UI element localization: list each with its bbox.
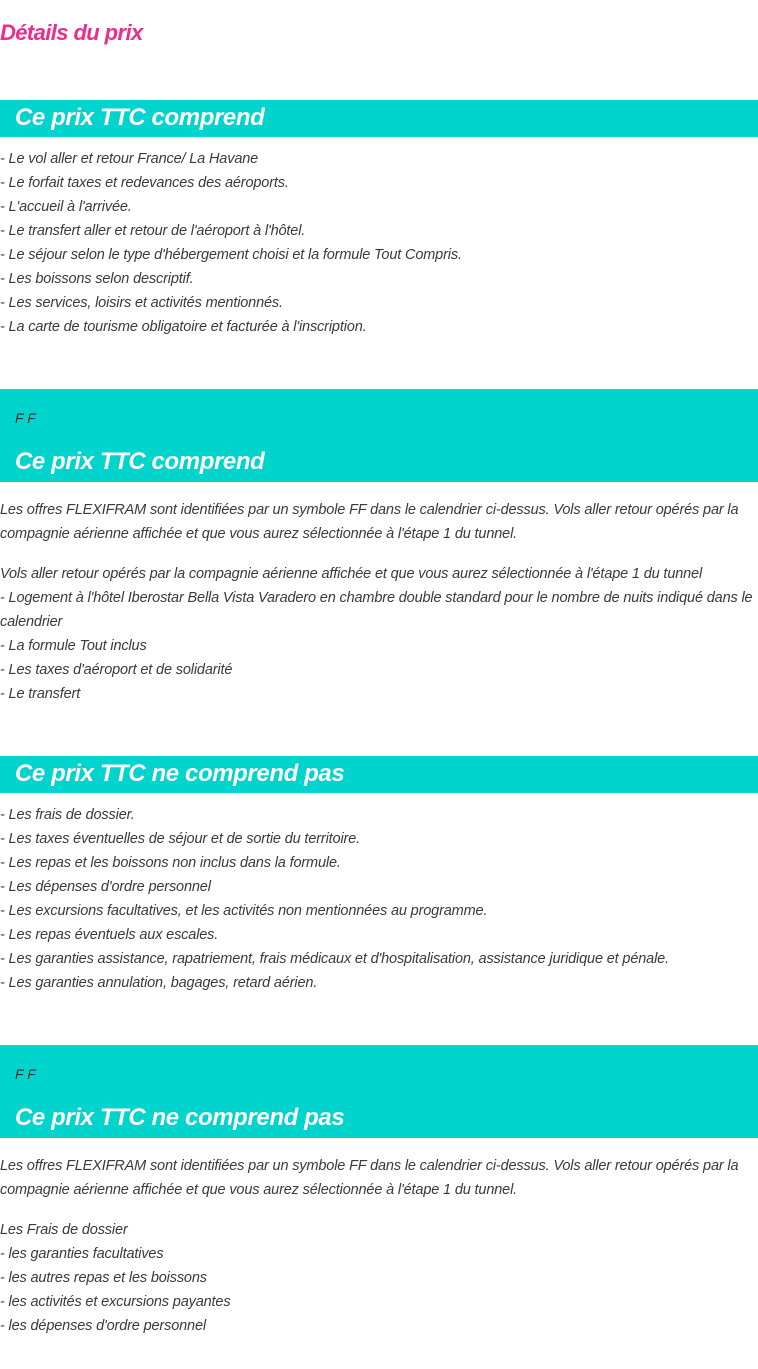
list-item: - La carte de tourisme obligatoire et facturée à l'inscription.: [0, 319, 367, 335]
list-item: - Le séjour selon le type d'hébergement choisi et la formule Tout Compris.: [0, 247, 462, 263]
list-item: - Les garanties assistance, rapatriement, frais médicaux et d'hospitalisation, assistance juridique et pénale.: [0, 951, 669, 967]
list-item: - les garanties facultatives: [0, 1246, 164, 1262]
section-banner-not-included-flexifram: [0, 1045, 758, 1138]
list-item: - Les garanties annulation, bagages, retard aérien.: [0, 975, 318, 991]
section-heading: Ce prix TTC comprend: [15, 104, 265, 131]
list-item: - les autres repas et les boissons: [0, 1270, 207, 1286]
list-item: - Les taxes d'aéroport et de solidarité: [0, 662, 233, 678]
list-item: - Le forfait taxes et redevances des aéroports.: [0, 175, 289, 191]
list-item: - Les excursions facultatives, et les activités non mentionnées au programme.: [0, 903, 488, 919]
list-item: - Les taxes éventuelles de séjour et de sortie du territoire.: [0, 831, 360, 847]
section-heading: Ce prix TTC ne comprend pas: [15, 1104, 345, 1131]
section-heading: Ce prix TTC comprend: [15, 448, 265, 475]
not-included-list: [0, 803, 758, 995]
section-banner-included: [0, 100, 758, 137]
section-banner-not-included: [0, 756, 758, 793]
list-item: - les activités et excursions payantes: [0, 1294, 231, 1310]
list-item: - Les repas éventuels aux escales.: [0, 927, 219, 943]
flexifram-included-list: [0, 562, 758, 706]
list-item: - Le transfert aller et retour de l'aéroport à l'hôtel.: [0, 223, 306, 239]
ff-label: F F: [15, 410, 36, 426]
list-item: - Les repas et les boissons non inclus dans la formule.: [0, 855, 341, 871]
ff-label: F F: [15, 1066, 36, 1082]
list-item: - L'accueil à l'arrivée.: [0, 199, 132, 215]
list-item: - Logement à l'hôtel Iberostar Bella Vista Varadero en chambre double standard pour le nombre de nuits indiqué dans le calendrier: [0, 590, 753, 630]
page-title: Détails du prix: [0, 20, 143, 45]
list-item: - Le transfert: [0, 686, 81, 702]
list-item: - Les dépenses d'ordre personnel: [0, 879, 211, 895]
list-item: - Les boissons selon descriptif.: [0, 271, 194, 287]
list-item: - les dépenses d'ordre personnel: [0, 1318, 206, 1334]
list-item: - La formule Tout inclus: [0, 638, 147, 654]
list-item: Les Frais de dossier: [0, 1222, 128, 1238]
flexifram-not-included-list: [0, 1218, 758, 1338]
section-banner-included-flexifram: [0, 389, 758, 482]
flexifram-intro: Les offres FLEXIFRAM sont identifiées par un symbole FF dans le calendrier ci-dessus. Vols aller retour opérés par la compagnie aérienne affichée et que vous aurez sélectionnée à l'étape 1 du tunnel.: [0, 1158, 739, 1198]
list-item: - Les services, loisirs et activités mentionnés.: [0, 295, 283, 311]
section-heading: Ce prix TTC ne comprend pas: [15, 760, 345, 787]
list-item: - Le vol aller et retour France/ La Havane: [0, 151, 259, 167]
list-item: Vols aller retour opérés par la compagnie aérienne affichée et que vous aurez sélectionnée à l'étape 1 du tunnel: [0, 566, 703, 582]
included-list: [0, 147, 758, 339]
list-item: - Les frais de dossier.: [0, 807, 135, 823]
flexifram-intro: Les offres FLEXIFRAM sont identifiées par un symbole FF dans le calendrier ci-dessus. Vols aller retour opérés par la compagnie aérienne affichée et que vous aurez sélectionnée à l'étape 1 du tunnel.: [0, 502, 739, 542]
